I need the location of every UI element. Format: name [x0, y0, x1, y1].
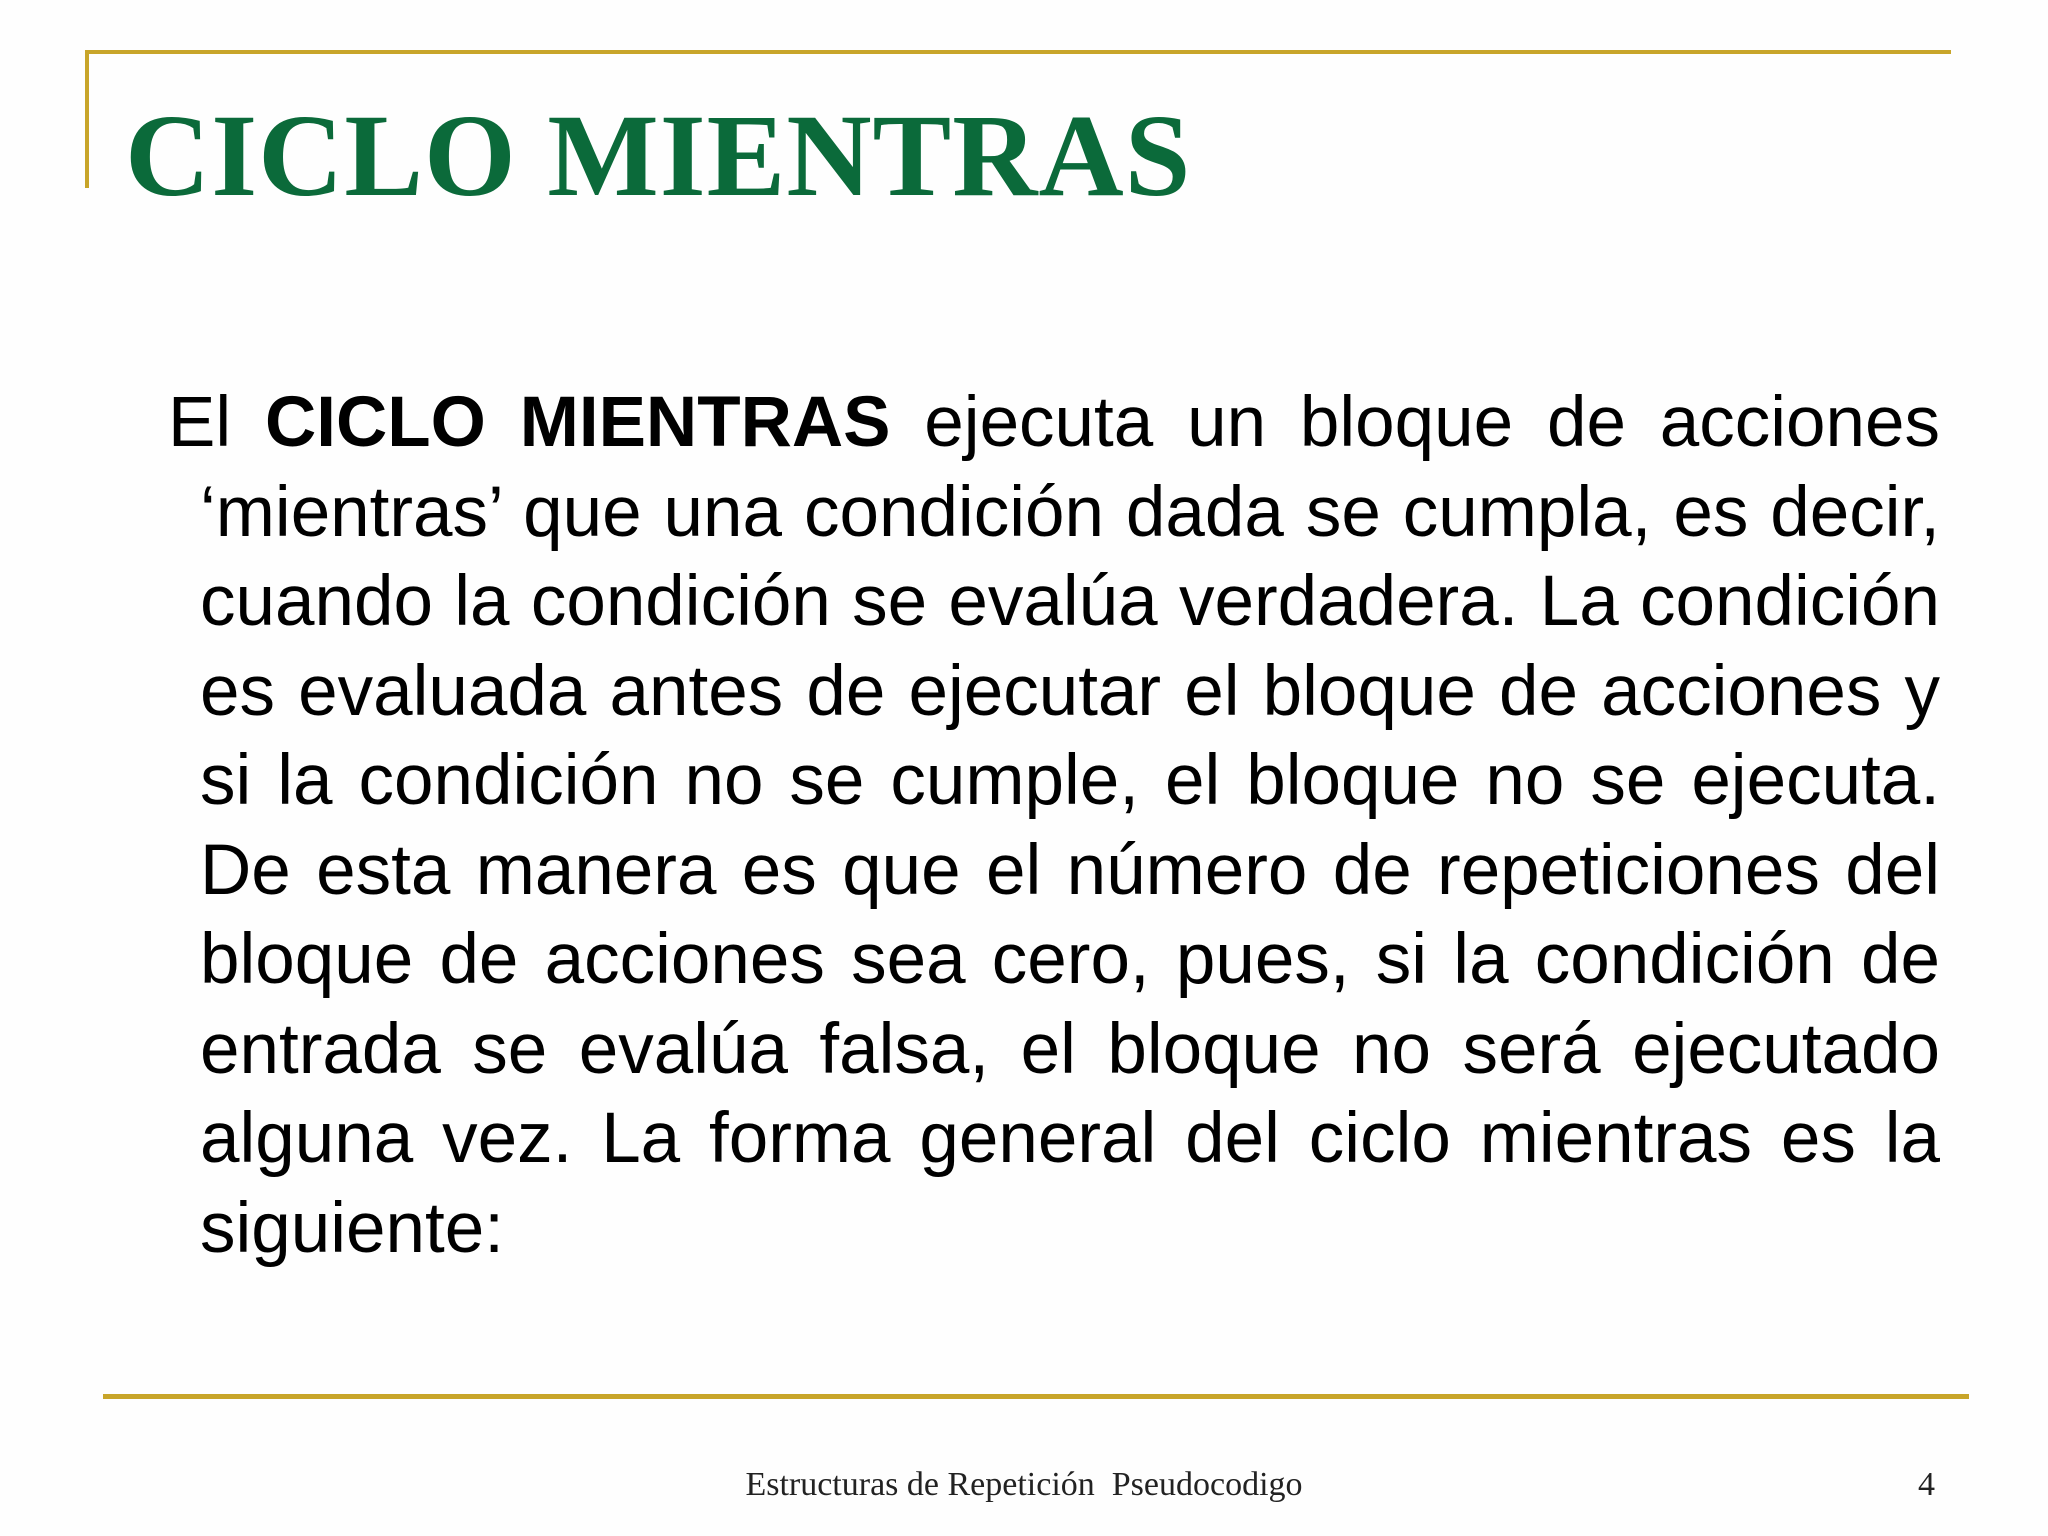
slide-title: CICLO MIENTRAS	[125, 90, 1192, 221]
footer-caption: Estructuras de Repetición Pseudocodigo	[745, 1466, 1303, 1503]
slide-body-paragraph	[168, 378, 1940, 1273]
body-bold-term: CICLO MIENTRAS	[264, 383, 891, 462]
left-divider-line	[85, 50, 89, 188]
body-rest: ejecuta un bloque de acciones ‘mientras’ que una condición dada se cumpla, es decir, cuando la condición se evalúa verdadera. La condición es evaluada antes de ejecutar el bloque de acciones y si la condición no se cumple, el bloque no se ejecuta. De esta manera es que el número de repeticiones del bloque de acciones sea cero, pues, si la condición de entrada se evalúa falsa, el bloque no será ejecutado alguna vez. La forma general del ciclo mientras es la siguiente:	[200, 383, 1940, 1268]
page-number: 4	[1918, 1466, 1935, 1503]
body-intro: El	[168, 383, 265, 462]
bottom-divider-line	[103, 1394, 1969, 1399]
top-divider-line	[85, 50, 1951, 54]
